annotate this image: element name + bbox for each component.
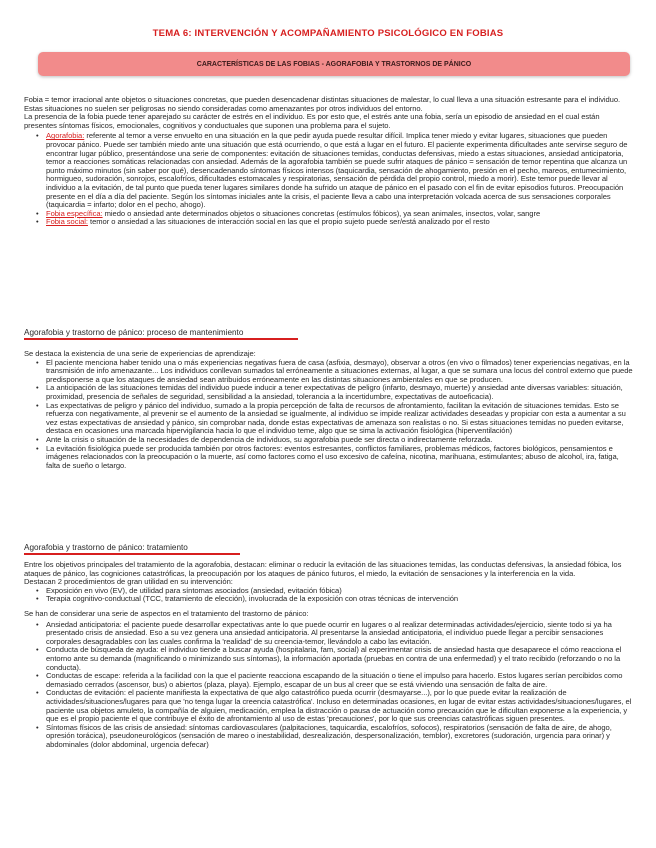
term-definition: temor o ansiedad a las situaciones de interacción social en las que el propio sujeto puede ser/está analizado por el resto xyxy=(87,217,490,227)
aspects-list xyxy=(24,621,634,750)
experiences-list xyxy=(24,359,634,471)
procedures-list xyxy=(24,587,634,604)
list-item: • La anticipación de las situaciones temidas del individuo puede inducir a tener expectativas de peligro (infarto, desmayo, muerte) y ansiedad ante diversas variables: situación, proximidad, presencia de señales de seguridad, sensibilidad a la ansiedad, tolerancia a la incertidumbre, expectativas de autoeficacia). xyxy=(36,384,634,401)
mantenimiento-section xyxy=(24,350,634,470)
list-item: • La evitación fisiológica puede ser producida también por otros factores: eventos estresantes, conflictos familiares, problemas médicos, factores biológicos, pensamientos e imágenes relacionados con la preocupación o la muerte, así como factores como el uso excesivo de cafeína, nicotina, marihuana, estimulantes; abuso de alcohol, ira, fatiga, falta de sueño o letargo. xyxy=(36,445,634,471)
intro-paragraph: Estas situaciones no suelen ser peligrosas no siendo consideradas como amenazantes por otros individuos del entorno. xyxy=(24,103,423,113)
heading-underline xyxy=(24,338,298,340)
section-intro: Entre los objetivos principales del tratamiento de la agorafobia, destacan: eliminar o reducir la evitación de las situaciones temidas, las conductas defensivas, la ansiedad fóbica, los ataques de pánico, las cogniciones catastróficas, la preocupación por los ataques de pánico futuros, el miedo, la evitación de sensaciones y la interferencia en la vida. xyxy=(24,560,622,578)
heading-underline xyxy=(24,553,240,555)
list-item: • El paciente menciona haber tenido una o más experiencias negativas fuera de casa (asfixia, desmayo), observar a otros (en vivo o filmados) tener experiencias negativas, en la transmisión de info amenazante... Los individuos conllevan sumados tal erróneamente a situaciones externas, al lugar, a que se sumara una locus del control externo que puede predisponerse a que los ataques de ansiedad sean atribuidos erróneamente en las distintas situaciones ambientales en que se producen. xyxy=(36,359,634,385)
list-item xyxy=(36,218,634,227)
tratamiento-section xyxy=(24,561,634,749)
section-intro: Se destaca la existencia de una serie de experiencias de aprendizaje: xyxy=(24,349,256,358)
list-item: • Ante la crisis o situación de la necesidades de dependencia de individuos, su agorafobia puede ser directa o indirectamente reforzada. xyxy=(36,436,634,445)
list-item: • Conductas de evitación: el paciente manifiesta la expectativa de que algo catastrófico pueda ocurrir (desmayarse...), por lo que puede evitar la realización de actividades/situaciones/lugares para que 'no tenga lugar la creencia catastrófica'. Incluso en determinadas ocasiones, en lugar de evitar estas actividades/situaciones/lugares, el paciente usa objetos amuleto, la compañía de alguien, medicación, emplea la distracción o pausa de actuación como precaución que le dificultan exponerse a la experiencia, y que es el propio paciente el que contribuye el éxito de afrontamiento al uso de estas 'precauciones', por lo que sus creencias catastróficas siguen presentes. xyxy=(36,689,634,723)
term-definition: miedo o ansiedad ante determinados objetos o situaciones concretas (estímulos fóbicos), ya sean animales, insectos, volar, sangre xyxy=(102,208,541,218)
list-item: • Síntomas físicos de las crisis de ansiedad: síntomas cardiovasculares (palpitaciones, taquicardia, escalofríos, sofocos), respiratorios (sensación de falta de aire, de ahogo, opresión torácica), pseudoneurológicos (sensación de mareo o inestabilidad, desrealización, despersonalización, temblor), excretores (sudoración, urgencia para orinar) y abdominales (dolor abdominal, urgencia defecar) xyxy=(36,724,634,750)
term-fobia-social: Fobia social: xyxy=(46,217,88,227)
term-fobia-especifica: Fobia específica: xyxy=(46,208,103,218)
intro-paragraph: Fobia = temor irracional ante objetos o situaciones concretas, que pueden desencadenar distintas situaciones de malestar, lo cual lleva a una situación estresante para el individuo. xyxy=(24,95,621,104)
list-item: • Las expectativas de peligro y pánico del individuo, sumado a la propia percepción de falta de recursos de afrontamiento, facilitan la evitación de situaciones temidas. Esto se refuerza con negativamente, al prevenir se el aumento de la ansiedad se igualmente, al individuo se impide realizar actividades deseadas y propiciar con esta a aumentar a su vez estas expectativas de ansiedad y pánico, sin comprobar nada, donde estas expectativas de amenaza son realistas o no. Si estas situaciones temidas no pueden evitarse, destaca en ocasiones una marcada hipervigilancia hacia lo que el individuo teme, algo que se sima la activación fisiológica (hiperventilación) xyxy=(36,402,634,436)
list-item: • Terapia cognitivo-conductual (TCC, tratamiento de elección), involucrada de la exposición con otras técnicas de intervención xyxy=(36,595,634,604)
term-agorafobia: Agorafobia: xyxy=(46,131,85,141)
list-item xyxy=(36,132,634,209)
list-item: • Ansiedad anticipatoria: el paciente puede desarrollar expectativas ante lo que puede ocurrir en lugares o al realizar determinadas actividades/ejercicio, siente todo si ya ha presentado crisis de ansiedad. Eso a su vez genera una ansiedad anticipatoria. Al presentarse la ansiedad anticipatoria, el individuo puede llegar a percibir sensaciones corporales desagradables con las cuales confirma la 'realidad' de su creencia-temor, llevándolo a cabo las evitación. xyxy=(36,621,634,647)
section-intro: Se han de considerar una serie de aspectos en el tratamiento del trastorno de pánico: xyxy=(24,608,309,618)
list-item: • Conductas de escape: referida a la facilidad con la que el paciente reacciona escapando de la situación o tiene el impulso para hacerlo. Estos lugares serían percibidos como demasiado cerrados (ascensor, bus) o abiertos (plaza, playa). Ejemplo, escapar de un bus al creer que se está viviendo una sensación de falta de aire. xyxy=(36,672,634,689)
intro-text xyxy=(24,96,634,227)
heading-text: Agorafobia y trastorno de pánico: tratamiento xyxy=(24,543,188,552)
phobia-types-list xyxy=(24,132,634,227)
term-definition: referente al temor a verse envuelto en una situación en la que pedir ayuda puede resultar difícil. Implica tener miedo y evitar lugares, situaciones que pueden provocar pánico. Puede ser también miedo ante una situación que está ocurriendo, o que está a lugar en el futuro. El paciente experimenta dificultades ante servirse seguro de encontrar lugar público, presentándose una serie de componentes: evitación de situaciones temidas, conductas defensivas, miedo a estas situaciones, ansiedad anticipatoria, temor a reacciones somáticas relacionadas con ansiedad. Además de la agorafobia también se puede sufrir ataques de pánico = sensación de temor repentina que alcanza un punto máximo minutos (sin saber por qué), desencadenando síntomas físicos intensos (taquicardia, sensación de ahogamiento, presión en el pecho, mareos, entumecimiento, hormigueo, sudoración, sonrojos, escalofríos, dificultades estomacales y respiratorias, sensación de pérdida del propio control, miedo a morir). Este temor puede llevar al individuo a la evitación, de tal punto que pueda tener lugares similares donde ha sufrido un ataque de pánico en el pasado con el fin de evitar episodios futuros. Preocupación presente en el día a día del paciente. Según los síntomas iniciales ante la crisis, el paciente lleva a cabo una interpretación volcada acerca de sus sensaciones corporales (taquicardia = infarto; dolor en el pecho, ahogo). xyxy=(46,131,628,210)
heading-text: Agorafobia y trastorno de pánico: proceso de mantenimiento xyxy=(24,328,244,337)
section-heading-tratamiento xyxy=(24,543,240,555)
list-item: • Exposición en vivo (EV), de utilidad para síntomas asociados (ansiedad, evitación fóbica) xyxy=(36,587,634,596)
section-heading-mantenimiento xyxy=(24,328,298,340)
section-banner: CARACTERÍSTICAS DE LAS FOBIAS - AGORAFOBIA Y TRASTORNOS DE PÁNICO xyxy=(38,52,630,76)
intro-paragraph: La presencia de la fobia puede tener aparejado su carácter de estrés en el individuo. Es por esto que, el estrés ante una fobia, sería un episodio de ansiedad en el cual están presentes síntomas físicos, emocionales, cognitivos y conductuales que suponen una problema para el sujeto. xyxy=(24,112,600,130)
list-item: • Conducta de búsqueda de ayuda: el individuo tiende a buscar ayuda (hospitalaria, fam, social) al experimentar crisis de ansiedad hasta que desaparece el cómo reacciona el entorno ante su demanda (magnificando o minimizando sus síntomas), la información aportada (pruebas en contra de una enfermedad) y el trato recibido (reforzando o no la conducta). xyxy=(36,646,634,672)
section-intro: Destacan 2 procedimientos de gran utilidad en su intervención: xyxy=(24,577,233,587)
page-title: TEMA 6: INTERVENCIÓN Y ACOMPAÑAMIENTO PSICOLÓGICO EN FOBIAS xyxy=(152,28,504,39)
